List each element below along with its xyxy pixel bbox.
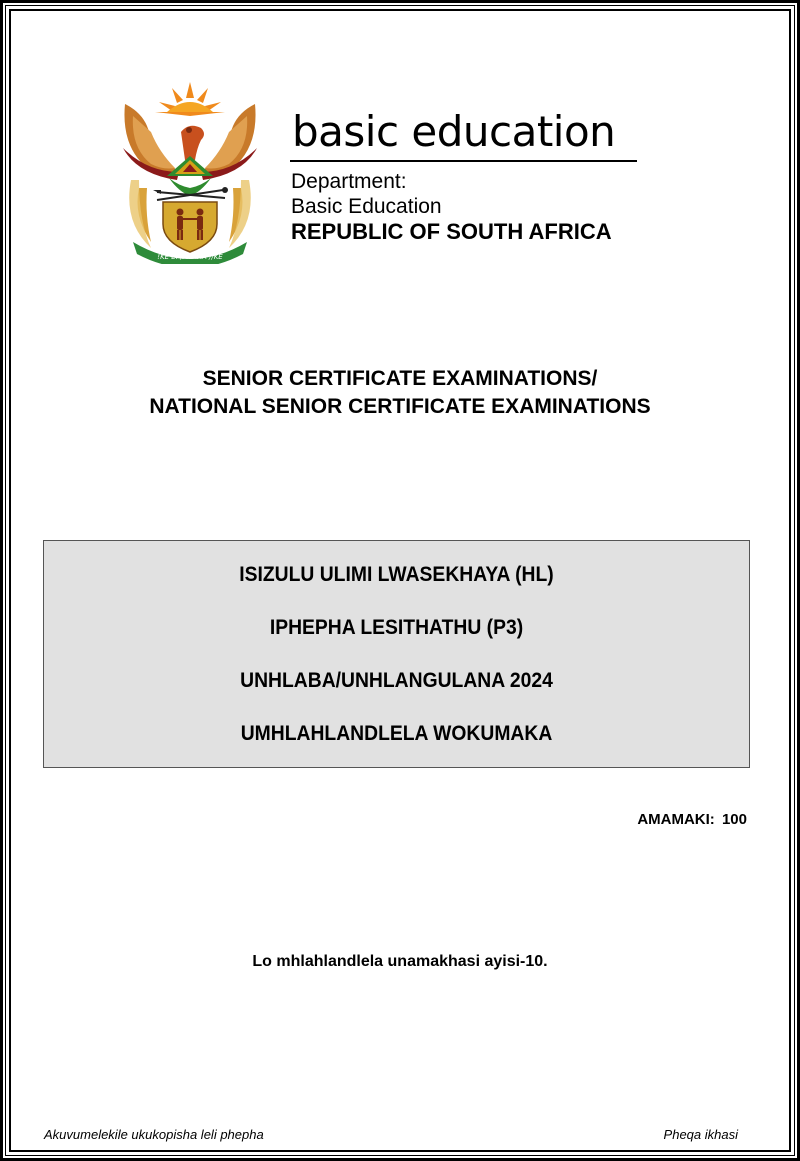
coat-of-arms-icon <box>117 76 263 264</box>
subject-title: ISIZULU ULIMI LWASEKHAYA (HL) <box>239 563 554 586</box>
exam-session: UNHLABA/UNHLANGULANA 2024 <box>240 669 553 692</box>
page-count-note: Lo mhlahlandlela unamakhasi ayisi-10. <box>252 953 548 970</box>
total-marks <box>637 811 747 828</box>
department-name: Basic Education <box>291 195 442 218</box>
document-type: UMHLAHLANDLELA WOKUMAKA <box>240 722 553 745</box>
svg-text:!KE E: /XARRA //KE: !KE E: /XARRA //KE <box>157 253 223 261</box>
brand-divider <box>290 160 637 162</box>
turn-page-note: Pheqa ikhasi <box>663 1127 738 1142</box>
exam-heading-line1: SENIOR CERTIFICATE EXAMINATIONS/ <box>202 367 598 390</box>
marks-value: 100 <box>721 811 747 828</box>
department-label: Department: <box>291 170 407 193</box>
exam-heading <box>0 365 800 421</box>
country-name: REPUBLIC OF SOUTH AFRICA <box>291 219 612 244</box>
copyright-notice: Akuvumelekile ukukopisha leli phepha <box>44 1127 264 1142</box>
brand-title: basic education <box>292 107 616 156</box>
paper-title-box <box>43 540 750 768</box>
department-branding <box>290 108 640 244</box>
marks-label: AMAMAKI: <box>637 811 715 828</box>
paper-number: IPHEPHA LESITHATHU (P3) <box>269 616 524 639</box>
exam-heading-line2: NATIONAL SENIOR CERTIFICATE EXAMINATIONS <box>149 395 651 418</box>
